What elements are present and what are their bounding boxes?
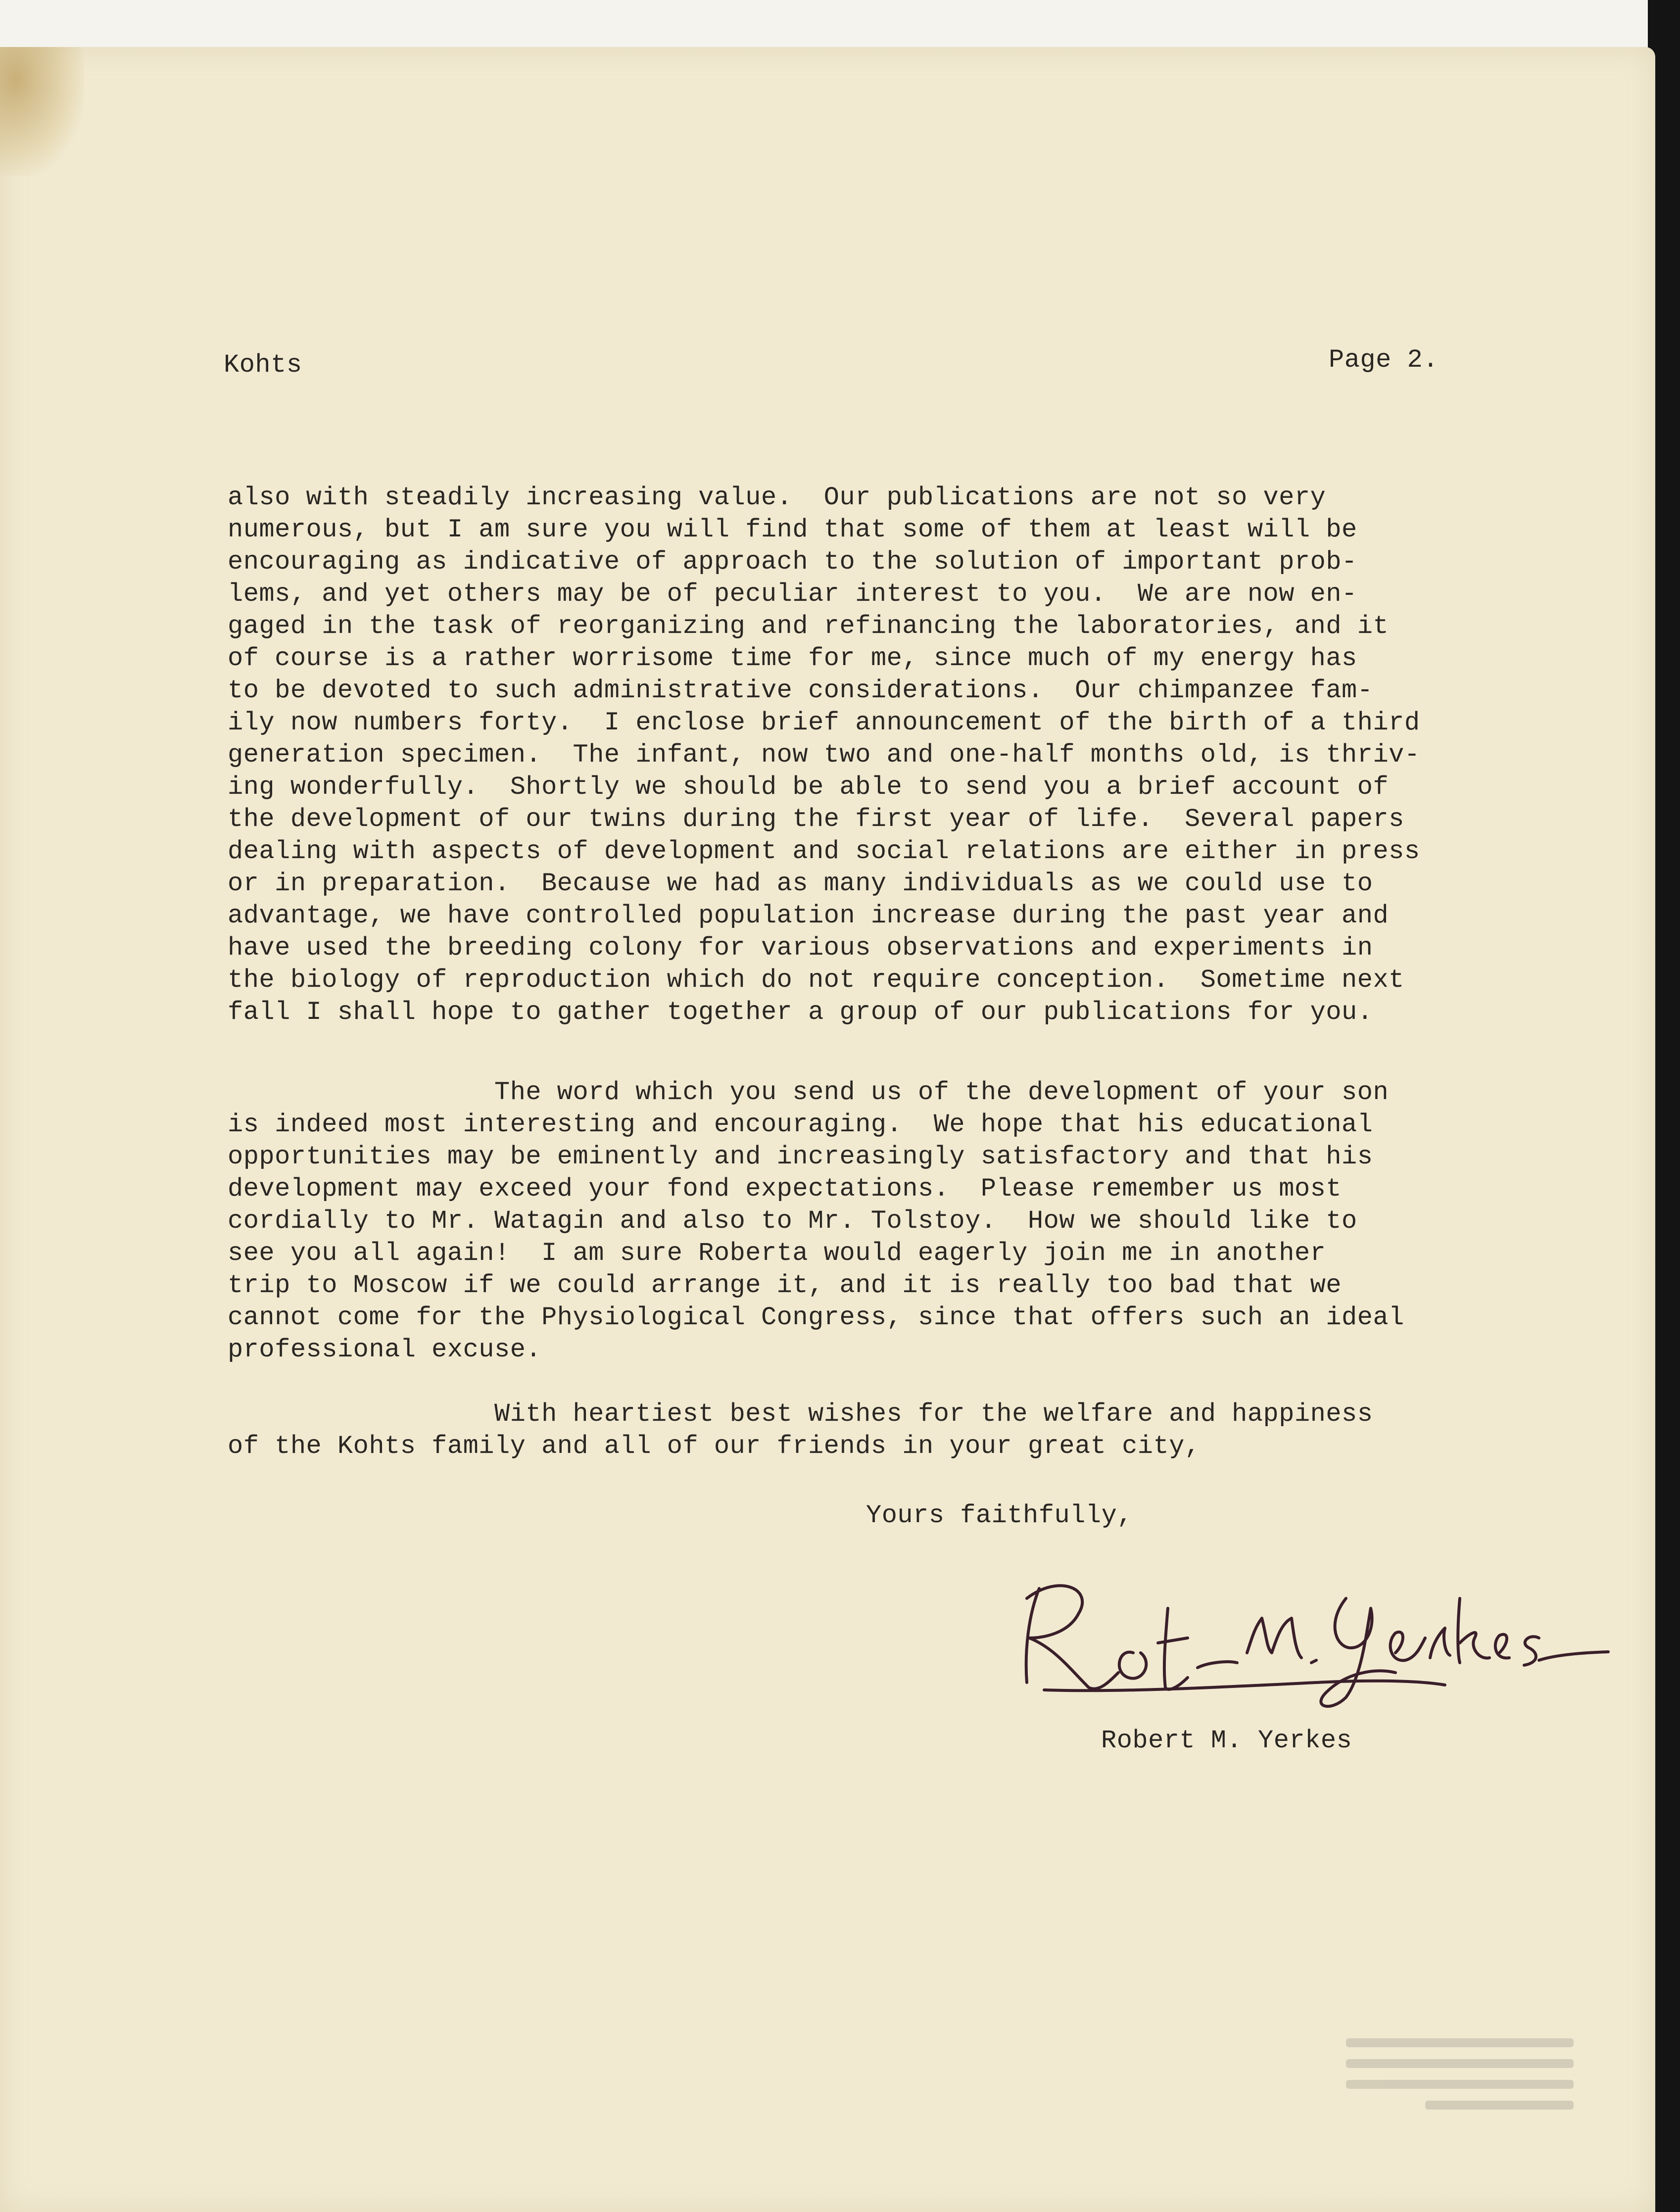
page-number: Page 2. (1329, 345, 1439, 375)
faded-archive-stamp (1336, 2026, 1584, 2135)
body-paragraph-2: The word which you send us of the development of your son is indeed most interesting and encouraging. We hope that his educational opportunities may be eminently and increasingly satisfactory and that his development may exceed your fond expectations. Please remember us most cordially to Mr. Watagin and also to Mr. Tolstoy. How we should like to see you all again! I am sure Roberta would eagerly join me in another trip to Moscow if we could arrange it, and it is really too bad that we cannot come for the Physiological Congress, since that offers such an ideal professional excuse. (228, 1078, 1404, 1364)
body-paragraph-1: also with steadily increasing value. Our publications are not so very numerous, but I am sure you will find that some of them at least will be encouraging as indicative of approach to the solution of important prob- lems, and yet others may be of peculiar interest to you. We are now en- gaged in the task of reorganizing and refinancing the laboratories, and it of course is a rather worrisome time for me, since much of my energy has to be devoted to such administrative considerations. Our chimpanzee fam- ily now numbers forty. I enclose brief announcement of the birth of a third generation specimen. The infant, now two and one-half months old, is thriv- ing wonderfully. Shortly we should be able to send you a brief account of the development of our twins during the first year of life. Several papers dealing with aspects of development and social relations are either in press or in preparation. Because we had as many individuals as we could use to advantage, we have controlled population increase during the past year and have used the breeding colony for various observations and experiments in the biology of reproduction which do not require conception. Sometime next fall I shall hope to gather together a group of our publications for you. (228, 483, 1420, 1027)
paper-stain (0, 47, 84, 176)
valediction: Yours faithfully, (866, 1501, 1133, 1530)
header-recipient: Kohts (224, 350, 302, 380)
scanner-background-top (0, 0, 1680, 54)
body-paragraph-3: With heartiest best wishes for the welfare and happiness of the Kohts family and all of our friends in your great city, (228, 1399, 1373, 1461)
typed-signature-name: Robert M. Yerkes (1101, 1726, 1352, 1755)
handwritten-signature (970, 1569, 1613, 1712)
